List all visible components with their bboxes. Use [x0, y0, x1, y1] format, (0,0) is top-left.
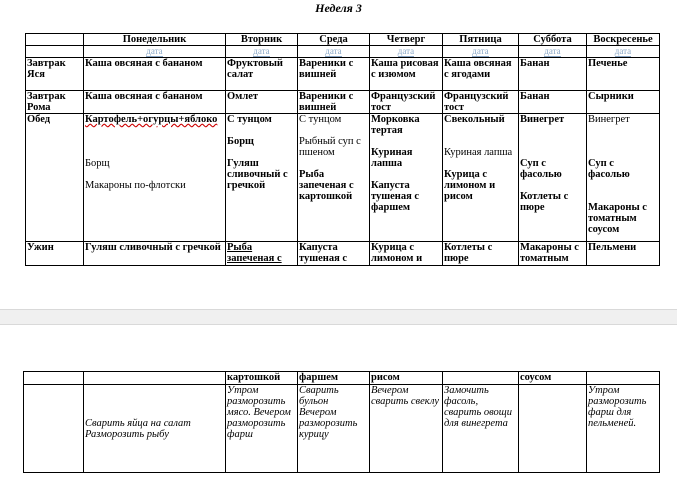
lunch-main: Капуста тушеная с фаршем	[371, 180, 420, 213]
date-field[interactable]: дата	[519, 46, 587, 58]
row-label: Обед	[26, 114, 84, 242]
row-dinner	[26, 242, 660, 266]
lunch-soup: Борщ	[227, 136, 254, 147]
cell[interactable]: Макароны с томатным	[519, 242, 587, 266]
cell[interactable]: Гуляш сливочный с гречкой	[84, 242, 226, 266]
header-day: Понедельник	[84, 34, 226, 46]
cell[interactable]: Каша рисовая с изюмом	[370, 58, 443, 91]
lunch-soup: Суп с фасолью	[588, 158, 630, 180]
header-day: Воскресенье	[587, 34, 660, 46]
header-day: Четверг	[370, 34, 443, 46]
cell[interactable]	[370, 114, 443, 242]
cell	[84, 372, 226, 385]
date-field[interactable]: дата	[587, 46, 660, 58]
cell[interactable]	[84, 114, 226, 242]
prep-cell[interactable]: Вечером сварить свеклу	[370, 385, 443, 473]
lunch-salad: Винегрет	[520, 114, 565, 125]
lunch-main: Макароны по-флотски	[85, 180, 186, 191]
header-day: Суббота	[519, 34, 587, 46]
prep-cell[interactable]	[519, 385, 587, 473]
lunch-main: Курица с лимоном и рисом	[444, 169, 496, 202]
prep-cell[interactable]: Сварить яйца на салат Разморозить рыбу	[84, 385, 226, 473]
date-field[interactable]: дата	[226, 46, 298, 58]
cell[interactable]: Французский тост	[443, 91, 519, 114]
row-breakfast-roma	[26, 91, 660, 114]
lunch-salad: С тунцом	[227, 114, 272, 125]
cell[interactable]	[298, 114, 370, 242]
date-field[interactable]: дата	[443, 46, 519, 58]
row-label: Завтрак Рома	[26, 91, 84, 114]
menu-table	[25, 33, 660, 266]
cell[interactable]: Омлет	[226, 91, 298, 114]
header-corner	[26, 34, 84, 46]
cell	[587, 372, 660, 385]
cell[interactable]: Каша овсяная с бананом	[84, 58, 226, 91]
lunch-main: Макароны с томатным соусом	[588, 202, 647, 235]
page-break	[0, 309, 677, 325]
prep-cell[interactable]: Сварить бульон Вечером разморозить курицу	[298, 385, 370, 473]
date-field[interactable]: дата	[370, 46, 443, 58]
lunch-soup: Куриная лапша	[371, 147, 413, 169]
row-label: Завтрак Яся	[26, 58, 84, 91]
cell[interactable]: Каша овсяная с бананом	[84, 91, 226, 114]
prep-cell[interactable]: Замочить фасоль, сварить овощи для винегрета	[443, 385, 519, 473]
prep-row	[24, 385, 660, 473]
cell[interactable]: рисом	[370, 372, 443, 385]
lunch-soup: Борщ	[85, 158, 110, 169]
cell[interactable]: картошкой	[226, 372, 298, 385]
row-lunch	[26, 114, 660, 242]
cell[interactable]: Котлеты с пюре	[443, 242, 519, 266]
row-label: Ужин	[26, 242, 84, 266]
menu-table-continued	[23, 371, 660, 473]
lunch-salad: С тунцом	[299, 114, 342, 125]
cell[interactable]: Вареники с вишней	[298, 58, 370, 91]
lunch-salad: Морковка тертая	[371, 114, 420, 136]
header-row	[26, 34, 660, 46]
date-field[interactable]: дата	[84, 46, 226, 58]
cell[interactable]: Курица с лимоном и	[370, 242, 443, 266]
prep-cell[interactable]: Утром разморозить мясо. Вечером разморозить фарш	[226, 385, 298, 473]
cell	[24, 372, 84, 385]
cell[interactable]: Каша овсяная с ягодами	[443, 58, 519, 91]
lunch-salad: Винегрет	[588, 114, 630, 125]
cell	[443, 372, 519, 385]
continuation-row	[24, 372, 660, 385]
cell[interactable]	[443, 114, 519, 242]
row-breakfast-yasya	[26, 58, 660, 91]
header-day: Среда	[298, 34, 370, 46]
page-title: Неделя 3	[315, 1, 362, 15]
cell[interactable]	[519, 114, 587, 242]
cell[interactable]: соусом	[519, 372, 587, 385]
lunch-main: Гуляш сливочный с гречкой	[227, 158, 288, 191]
dinner-text: Рыба запеченая с	[227, 242, 282, 264]
cell[interactable]: Банан	[519, 91, 587, 114]
header-day: Пятница	[443, 34, 519, 46]
lunch-main: Котлеты с пюре	[520, 191, 569, 213]
lunch-salad: Свекольный	[444, 114, 505, 125]
header-day: Вторник	[226, 34, 298, 46]
lunch-soup: Суп с фасолью	[520, 158, 562, 180]
lunch-soup: Куриная лапша	[444, 147, 513, 158]
lunch-main: Рыба запеченая с картошкой	[299, 169, 354, 202]
cell[interactable]: Пельмени	[587, 242, 660, 266]
date-field[interactable]: дата	[298, 46, 370, 58]
prep-cell[interactable]: Утром разморозить фарш для пельменей.	[587, 385, 660, 473]
cell[interactable]: Французский тост	[370, 91, 443, 114]
cell[interactable]	[226, 242, 298, 266]
row-label	[24, 385, 84, 473]
cell[interactable]	[587, 114, 660, 242]
date-corner	[26, 46, 84, 58]
cell[interactable]: Вареники с вишней	[298, 91, 370, 114]
lunch-salad: Картофель+огурцы+яблоко	[85, 114, 218, 125]
cell[interactable]: Печенье	[587, 58, 660, 91]
cell[interactable]: фаршем	[298, 372, 370, 385]
cell[interactable]: Банан	[519, 58, 587, 91]
cell[interactable]: Капуста тушеная с	[298, 242, 370, 266]
cell[interactable]: Сырники	[587, 91, 660, 114]
lunch-soup: Рыбный суп с пшеном	[299, 136, 361, 158]
cell[interactable]	[226, 114, 298, 242]
date-row	[26, 46, 660, 58]
cell[interactable]: Фруктовый салат	[226, 58, 298, 91]
